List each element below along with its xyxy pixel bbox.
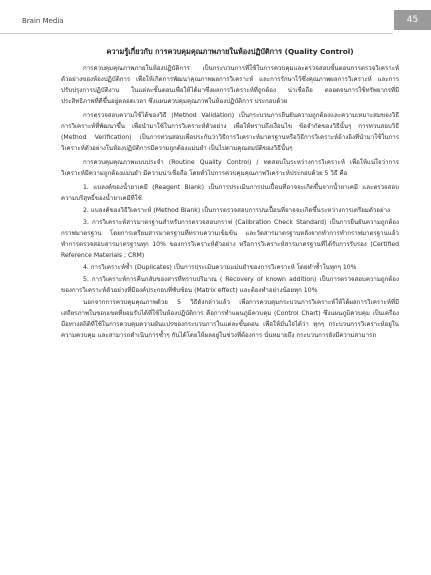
list-item-reagent-blank: 1. แบลงค์ของน้ำยาเคมี (Reagent Blank) เป็นการประเมินการปนเปื้อนที่อาจจะเกิดขึ้นจากน้ำยาเคมี และตรวจสอบความบริสุทธิ์ของน้ำยาเคมีที่ใช้	[61, 184, 399, 202]
paragraph-method-validation: การตรวจสอบความใช้ได้ของวิธี (Method Validation) เป็นกระบวนการยืนยันความถูกต้องและความเหมาะสมของวิธีการวิเคราะห์ที่พัฒนาขึ้น เพื่อนำมาใช้ในการวิเคราะห์ตัวอย่าง เพื่อให้ทราบถึงเงื่อนไข ข้อจำกัดของวิธีนั้นๆ การทวนสอบวิธี (Method Verification) เป็นการทวนสอบเพื่อประกันว่าวิธีการวิเคราะห์มาตรฐานหรือวิธีการวิเคราะห์อ้างอิงที่นำมาใช้ในการวิเคราะห์ตัวอย่างในห้องปฏิบัติการมีความถูกต้องแม่นยำ เป็นไปตามคุณสมบัติของวิธีนั้นๆ	[61, 112, 399, 152]
brand-name: Brain Media	[22, 17, 64, 25]
page-number: 45	[406, 15, 419, 25]
header-divider	[0, 33, 393, 34]
document-body	[61, 46, 399, 344]
list-item-calibration-check: 3. การวิเคราะห์สารมาตรฐานสำหรับการตรวจสอบกราฟ (Calibration Check Standard) เป็นการยืนยันความถูกต้องกราฟมาตรฐาน โดยการเตรียมสารมาตรฐานที่ทราบความเข้มข้น และวัดสารมาตรฐานหลังจากทำการทำกราฟมาตรฐานแล้ว ทำการตรวจสอบสารมาตรฐานทุก 10% ของการวิเคราะห์ตัวอย่าง หรือการวิเคราะห์สารมาตรฐานที่ได้รับการรับรอง (Certified Reference Materials ; CRM)	[61, 219, 399, 259]
page-number-badge	[394, 10, 431, 30]
list-item-method-blank: 2. แบลงค์ของวิธีวิเคราะห์ (Method Blank) เป็นการตรวจสอบการปนเปื้อนที่อาจจะเกิดขึ้นระหว่างการเตรียมตัวอย่าง	[83, 207, 391, 214]
paragraph-intro: การควบคุมคุณภาพภายในห้องปฏิบัติการ เป็นกระบวนการที่ใช้ในการควบคุมและตรวจสอบขั้นตอนการตรวจวิเคราะห์ตัวอย่างของห้องปฏิบัติการ เพื่อให้เกิดการพัฒนาคุณภาพผลการวิเคราะห์ และการรักษาไว้ซึ่งคุณภาพผลการวิเคราะห์ และการปรับปรุงการปฏิบัติงาน ในแต่ละขั้นตอนเพื่อให้ได้มาซึ่งผลการวิเคราะห์ที่ถูกต้อง น่าเชื่อถือ ตลอดจนการใช้ทรัพยากรที่มีประสิทธิภาพที่ดีขึ้นอยู่ตลอดเวลา ซึ่งแผนควบคุมคุณภาพในห้องปฏิบัติการ ประกอบด้วย	[61, 65, 399, 105]
section-title: ความรู้เกี่ยวกับ การควบคุมคุณภาพภายในห้องปฏิบัติการ (Quality Control)	[106, 47, 354, 56]
list-item-recovery: 5. การวิเคราะห์การคืนกลับของสารที่ทราบปริมาณ ( Recovery of known addition) เป็นการตรวจสอบความถูกต้องของการวิเคราะห์ตัวอย่างที่มีองค์ประกอบที่ซับซ้อน (Matrix effect) และต้องทำอย่างน้อยทุก 10%	[61, 276, 399, 294]
paragraph-routine-qc: การควบคุมคุณภาพแบบประจำ (Routine Quality Control) / ทดสอบในระหว่างการวิเคราะห์ เพื่อให้แน่ใจว่าการวิเคราะห์มีความถูกต้องแม่นยำ มีความน่าเชื่อถือ โดยทั่วไปการควบคุมคุณภาพวิเคราะห์ประกอบด้วย 5 วิธี คือ	[61, 159, 399, 177]
paragraph-control-chart: นอกจากการควบคุมคุณภาพด้วย 5 วิธีดังกล่าวแล้ว เพื่อการควบคุมกระบวนการวิเคราะห์ให้ได้ผลการวิเคราะห์ที่มีเสถียรภาพในขอบเขตที่ยอมรับได้ที่ใช้ในห้องปฏิบัติการ คือการทำแผนภูมิควบคุม (Control Chart) ซึ่งแผนภูมิควบคุม เป็นเครื่องมือทางสถิติที่ใช้ในการควบคุมความผันแปรของกระบวนการในแต่ละขั้นตอน เพื่อให้มั่นใจได้ว่า ทุกๆ กระบวนการวิเคราะห์อยู่ในความควบคุม และสามารถดำเนินการซ้ำๆ กันได้โดยให้ผลอยู่ในช่วงที่ต้องการ นั่นหมายถึง กระบวนการยังมีความสามารถ	[61, 299, 399, 339]
list-item-duplicates: 4. การวิเคราะห์ซ้ำ (Duplicates) เป็นการประเมินความแม่นยำของการวิเคราะห์ โดยทำซ้ำในทุกๆ 10%	[83, 264, 357, 271]
page-header	[0, 0, 431, 40]
